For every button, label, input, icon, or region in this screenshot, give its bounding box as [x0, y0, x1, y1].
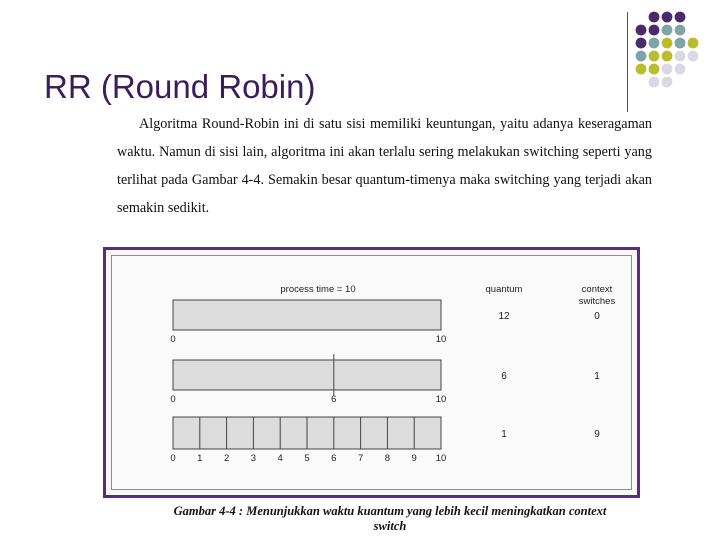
quantum-value: 1	[501, 429, 507, 440]
decor-dot	[675, 38, 686, 49]
process-bar	[173, 360, 441, 390]
switches-header-line2: switches	[578, 296, 616, 307]
tick-label: 5	[304, 453, 310, 464]
tick-label: 2	[223, 453, 230, 464]
decor-dot	[636, 51, 647, 62]
tick-label: 8	[384, 453, 391, 464]
switches-header-line1: context	[581, 284, 613, 295]
body-paragraph: Algoritma Round-Robin ini di satu sisi memiliki keuntungan, yaitu adanya keseragaman waktu. Namun di sisi lain, algoritma ini akan terlalu sering melakukan switching seperti yang terlihat pada Gambar 4-4. Semakin besar quantum-timenya maka switching yang terjadi akan semakin sedikit.	[117, 116, 652, 216]
decor-dot	[636, 38, 647, 49]
decor-dot	[649, 51, 660, 62]
tick-label: 0	[170, 394, 176, 405]
decor-dot	[662, 25, 673, 36]
tick-label: 6	[331, 394, 337, 405]
quantum-value: 6	[501, 371, 507, 382]
tick-label: 0	[170, 334, 176, 345]
tick-label: 7	[357, 453, 364, 464]
quantum-value: 12	[498, 311, 510, 322]
process-time-label: process time = 10	[280, 284, 356, 295]
decor-dot	[675, 12, 686, 23]
tick-label: 6	[331, 453, 337, 464]
decor-dot	[636, 64, 647, 75]
decor-dot	[675, 64, 686, 75]
decor-dot	[649, 12, 660, 23]
slide-title: RR (Round Robin)	[44, 68, 316, 105]
decor-dot	[649, 77, 660, 88]
tick-label: 0	[170, 453, 176, 464]
process-bar	[173, 300, 441, 330]
tick-label: 10	[435, 453, 447, 464]
figure-frame	[103, 247, 640, 498]
switches-value: 9	[594, 429, 600, 440]
switches-value: 0	[594, 311, 600, 322]
decor-dot	[662, 77, 673, 88]
decor-dot	[636, 25, 647, 36]
tick-label: 10	[435, 394, 447, 405]
decor-dot	[688, 38, 699, 49]
switches-value: 1	[594, 371, 600, 382]
tick-label: 4	[277, 453, 283, 464]
decor-dot	[675, 25, 686, 36]
decor-dot	[662, 38, 673, 49]
round-robin-diagram	[106, 250, 637, 495]
tick-label: 3	[250, 453, 257, 464]
figure-caption: Gambar 4-4 : Menunjukkan waktu kuantum yang lebih kecil meningkatkan context switch	[173, 504, 607, 533]
quantum-header: quantum	[485, 284, 523, 295]
decor-dot	[688, 51, 699, 62]
decor-dot	[675, 51, 686, 62]
decor-dot	[662, 64, 673, 75]
decor-dot	[662, 51, 673, 62]
decor-dot	[649, 25, 660, 36]
tick-label: 1	[197, 453, 203, 464]
tick-label: 9	[411, 453, 417, 464]
decor-dot	[662, 12, 673, 23]
tick-label: 10	[435, 334, 447, 345]
decor-dot	[649, 38, 660, 49]
decor-dot	[649, 64, 660, 75]
